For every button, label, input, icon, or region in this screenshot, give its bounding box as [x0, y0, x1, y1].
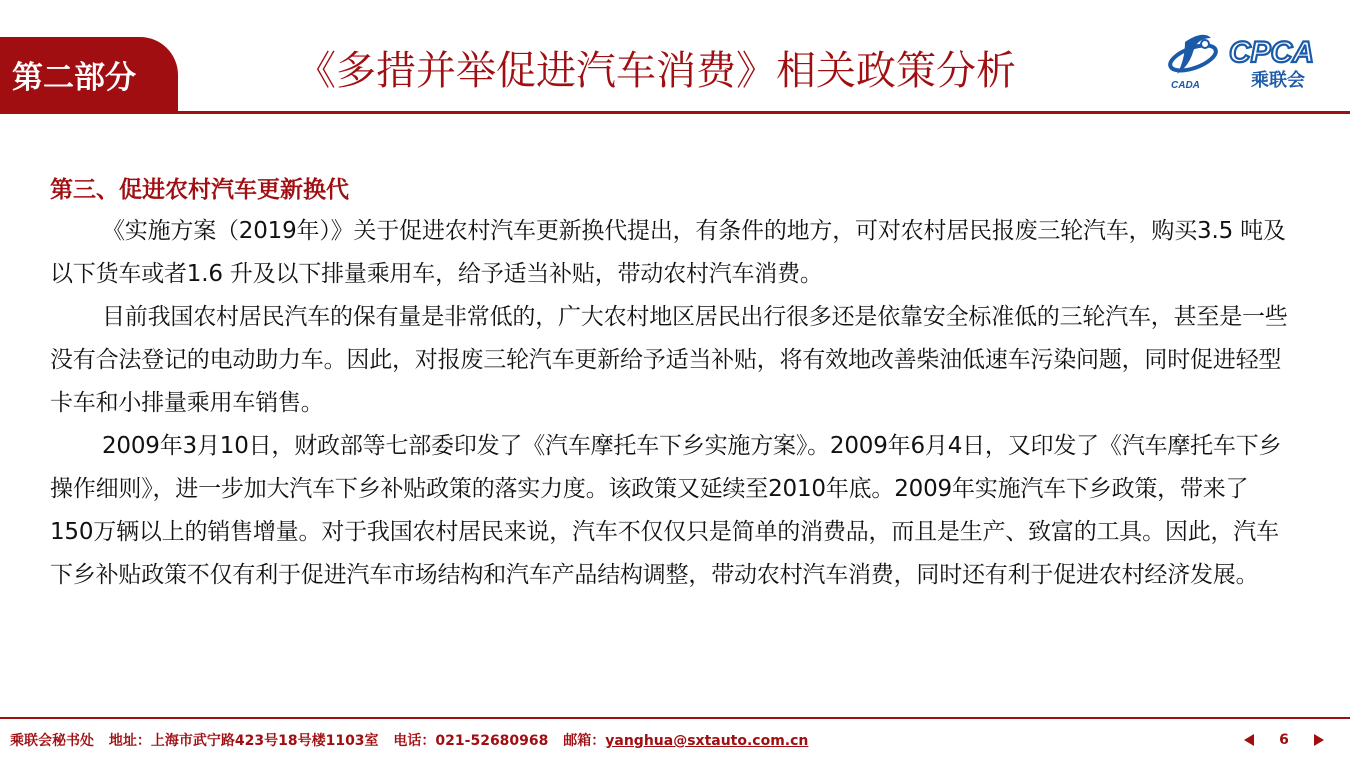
section-tab — [0, 37, 178, 111]
cpca-logo — [1163, 30, 1343, 94]
page-number: 6 — [1279, 732, 1289, 748]
footer-email-label: 邮箱： — [563, 733, 606, 749]
emblem-text: CADA — [1171, 80, 1200, 91]
paragraph-2: 目前我国农村居民汽车的保有量是非常低的，广大农村地区居民出行很多还是依靠安全标准低的三轮汽车，甚至是一些没有合法登记的电动助力车。因此，对报废三轮汽车更新给予适当补贴，将有效地改善柴油低速车污染问题，同时促进轻型卡车和小排量乘用车销售。 — [50, 304, 1288, 416]
page-title: 《多措并举促进汽车消费》相关政策分析 — [296, 48, 1016, 94]
page-navigation — [1244, 730, 1324, 750]
paragraph-3: 2009年3月10日，财政部等七部委印发了《汽车摩托车下乡实施方案》。2009年6月4日，又印发了《汽车摩托车下乡操作细则》，进一步加大汽车下乡补贴政策的落实力度。该政策又延续至2010年底。2009年实施汽车下乡政策，带来了150万辆以上的销售增量。对于我国农村居民来说，汽车不仅仅只是简单的消费品，而且是生产、致富的工具。因此，汽车下乡补贴政策不仅有利于促进汽车市场结构和汽车产品结构调整，带动农村汽车消费，同时还有利于促进农村经济发展。 — [50, 433, 1282, 588]
footer-address: 地址：上海市武宁路423号18号楼1103室 — [108, 733, 379, 749]
logo-text: CPCA — [1229, 36, 1315, 69]
footer-org: 乘联会秘书处 — [10, 733, 94, 749]
footer-info — [10, 730, 818, 750]
cada-emblem-icon — [1167, 35, 1219, 91]
section-label: 第二部分 — [12, 59, 136, 96]
cpca-logo-graphic — [1163, 30, 1343, 94]
header-divider — [0, 111, 1350, 114]
paragraph-1: 《实施方案（2019年）》关于促进农村汽车更新换代提出，有条件的地方，可对农村居民报废三轮汽车，购买3.5 吨及以下货车或者1.6 升及以下排量乘用车，给予适当补贴，带动农村汽车消费。 — [50, 218, 1286, 287]
footer-email-link[interactable]: yanghua@sxtauto.com.cn — [605, 733, 809, 749]
prev-page-arrow-icon[interactable] — [1244, 734, 1254, 746]
section-heading: 第三、促进农村汽车更新换代 — [50, 177, 349, 203]
footer-phone: 电话：021-52680968 — [393, 733, 549, 749]
next-page-arrow-icon[interactable] — [1314, 734, 1324, 746]
footer-divider — [0, 717, 1350, 719]
logo-subtext: 乘联会 — [1251, 70, 1305, 91]
main-content — [50, 170, 1290, 597]
